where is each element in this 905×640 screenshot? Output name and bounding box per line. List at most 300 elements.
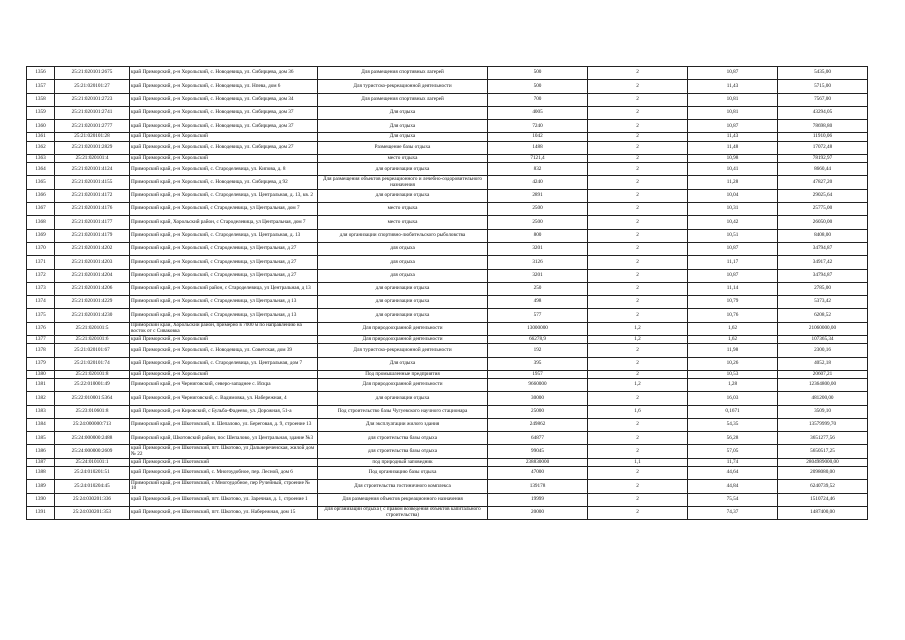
usage-cell: Размещение базы отдыха — [318, 141, 488, 154]
amount-cell: 2785,00 — [778, 282, 868, 295]
rate-cell: 10,04 — [688, 189, 778, 202]
cadastral-number-cell: 25:24:030201:353 — [55, 506, 130, 519]
table-row — [27, 296, 868, 309]
usage-cell: для строительства базы отдыха — [318, 432, 488, 445]
area-cell: 395 — [488, 357, 588, 370]
cadastral-number-cell: 25:21:020101:4206 — [55, 282, 130, 295]
address-cell: Приморский край, р-н Хорольский район, с Староделевица, ул Центральная, д 13 — [130, 282, 318, 295]
usage-cell: Для отдыха — [318, 133, 488, 141]
address-cell: край Приморский, р-н Шкотовский, пгт. Шкотово, ул. Заречная, д. 1, строение 1 — [130, 493, 318, 506]
row-number-cell: 1361 — [27, 133, 55, 141]
rate-cell: 10,41 — [688, 163, 778, 176]
amount-cell: 6208,52 — [778, 309, 868, 322]
usage-cell: Для природоохранной деятельности — [318, 378, 488, 391]
address-cell: Приморский край, Хорольский район, примерно в 7000 м по направлению на восток от с Сиваковка — [130, 322, 318, 335]
coefficient-cell: 2 — [588, 480, 688, 493]
row-number-cell: 1385 — [27, 432, 55, 445]
table-row — [27, 480, 868, 493]
area-cell: 7240 — [488, 120, 588, 133]
row-number-cell: 1358 — [27, 93, 55, 106]
coefficient-cell: 2 — [588, 269, 688, 282]
rate-cell: 44,84 — [688, 480, 778, 493]
usage-cell: Для отдыха — [318, 106, 488, 119]
address-cell: Приморский край, р-н Хорольский, с Староделевица, ул Центральная, д 13 — [130, 296, 318, 309]
amount-cell: 7567,00 — [778, 93, 868, 106]
amount-cell: 34794,87 — [778, 269, 868, 282]
usage-cell: для отдыха — [318, 242, 488, 255]
area-cell: 1488 — [488, 141, 588, 154]
rate-cell: 57,05 — [688, 445, 778, 458]
rate-cell: 10,51 — [688, 229, 778, 242]
cadastral-number-cell: 25:21:020101:4 — [55, 154, 130, 162]
amount-cell: 4052,18 — [778, 357, 868, 370]
address-cell: Приморский край, р-н Шкотовский, с Многоудобное, пер Ручейный, строение № 10 — [130, 480, 318, 493]
row-number-cell: 1377 — [27, 336, 55, 344]
amount-cell: 2300,16 — [778, 344, 868, 357]
rate-cell: 11,43 — [688, 80, 778, 93]
rate-cell: 1,62 — [688, 336, 778, 344]
amount-cell: 78192,97 — [778, 154, 868, 162]
cadastral-number-cell: 25:21:020101:4176 — [55, 203, 130, 216]
cadastral-number-cell: 25:23:010601:8 — [55, 405, 130, 418]
address-cell: Приморский край, р-н Хорольский, с. Староделевица, ул. Центральная, д. 13, кв. 2 — [130, 189, 318, 202]
row-number-cell: 1368 — [27, 216, 55, 229]
cadastral-number-cell: 25:24:010101:1 — [55, 458, 130, 466]
table-row — [27, 242, 868, 255]
coefficient-cell: 2 — [588, 154, 688, 162]
address-cell: край Приморский, р-н Хорольский, с. Новодевица, ул. Советская, дом 39 — [130, 344, 318, 357]
cadastral-number-cell: 25:21:020101:2829 — [55, 141, 130, 154]
usage-cell: для организации отдыха — [318, 309, 488, 322]
table-row — [27, 120, 868, 133]
coefficient-cell: 2 — [588, 133, 688, 141]
row-number-cell: 1380 — [27, 370, 55, 378]
usage-cell: для отдыха — [318, 269, 488, 282]
cadastral-number-cell: 25:22:010001:5364 — [55, 392, 130, 405]
cadastral-number-cell: 25:21:020101:5 — [55, 322, 130, 335]
row-number-cell: 1376 — [27, 322, 55, 335]
row-number-cell: 1382 — [27, 392, 55, 405]
usage-cell: для отдыха — [318, 256, 488, 269]
cadastral-number-cell: 25:21:020101:74 — [55, 357, 130, 370]
usage-cell: Под строительство базы Чугуевского научного стационара — [318, 405, 488, 418]
amount-cell: 8408,00 — [778, 229, 868, 242]
coefficient-cell: 2 — [588, 466, 688, 479]
area-cell: 1957 — [488, 370, 588, 378]
amount-cell: 8660,44 — [778, 163, 868, 176]
area-cell: 139178 — [488, 480, 588, 493]
amount-cell: 78698,80 — [778, 120, 868, 133]
area-cell: 498 — [488, 296, 588, 309]
table-row — [27, 392, 868, 405]
rate-cell: 1,28 — [688, 378, 778, 391]
usage-cell: Для отдыха — [318, 120, 488, 133]
coefficient-cell: 2 — [588, 163, 688, 176]
area-cell: 66278,9 — [488, 336, 588, 344]
table-row — [27, 466, 868, 479]
amount-cell: 2098080,00 — [778, 466, 868, 479]
area-cell: 4005 — [488, 106, 588, 119]
rate-cell: 56,28 — [688, 432, 778, 445]
row-number-cell: 1366 — [27, 189, 55, 202]
amount-cell: 29025,64 — [778, 189, 868, 202]
area-cell: 47000 — [488, 466, 588, 479]
row-number-cell: 1381 — [27, 378, 55, 391]
cadastral-number-cell: 25:21:020101:4229 — [55, 296, 130, 309]
row-number-cell: 1387 — [27, 458, 55, 466]
row-number-cell: 1372 — [27, 269, 55, 282]
address-cell: край Приморский, р-н Хорольский — [130, 154, 318, 162]
rate-cell: 10,79 — [688, 296, 778, 309]
row-number-cell: 1390 — [27, 493, 55, 506]
area-cell: 30000 — [488, 392, 588, 405]
rate-cell: 10,87 — [688, 269, 778, 282]
usage-cell: Для туристско-рекреационной деятельности — [318, 80, 488, 93]
amount-cell: 21060000,00 — [778, 322, 868, 335]
cadastral-number-cell: 25:21:020101:2741 — [55, 106, 130, 119]
coefficient-cell: 1,2 — [588, 378, 688, 391]
table-row — [27, 309, 868, 322]
usage-cell: место отдыха — [318, 216, 488, 229]
row-number-cell: 1389 — [27, 480, 55, 493]
row-number-cell: 1357 — [27, 80, 55, 93]
coefficient-cell: 2 — [588, 282, 688, 295]
table-row — [27, 141, 868, 154]
address-cell: край Приморский, р-н Шкотовский, пгт. Шкотово, ул Дальнереченская, жилой дом № 22 — [130, 445, 318, 458]
usage-cell: Под организацию базы отдыха — [318, 466, 488, 479]
coefficient-cell: 2 — [588, 203, 688, 216]
rate-cell: 11,98 — [688, 344, 778, 357]
area-cell: 20000 — [488, 506, 588, 519]
address-cell: край Приморский, р-н Черниговский, с. Вадимовка, ул. Набережная, 4 — [130, 392, 318, 405]
address-cell: край Приморский, р-н Кировский, с Бульба-Фадеево, ул. Дорожная, 51-а — [130, 405, 318, 418]
area-cell: 577 — [488, 309, 588, 322]
row-number-cell: 1359 — [27, 106, 55, 119]
usage-cell: Для размещения объектов рекреационного назначения — [318, 493, 488, 506]
amount-cell: 2804989000,00 — [778, 458, 868, 466]
row-number-cell: 1384 — [27, 418, 55, 431]
coefficient-cell: 2 — [588, 493, 688, 506]
row-number-cell: 1374 — [27, 296, 55, 309]
amount-cell: 20607,21 — [778, 370, 868, 378]
coefficient-cell: 2 — [588, 296, 688, 309]
rate-cell: 11,28 — [688, 176, 778, 189]
address-cell: Приморский край, р-н Хорольский, с. Староделевица, ул. Кипова, д. 8 — [130, 163, 318, 176]
address-cell: Приморский край, Шкотовский район, пос Шепалово, ул Центральная, здание №3 — [130, 432, 318, 445]
rate-cell: 10,87 — [688, 67, 778, 80]
usage-cell: Для размещения спортивных лагерей — [318, 67, 488, 80]
address-cell: Приморский край, Хорольский район, с Староделевица, ул Центральная, дом 7 — [130, 216, 318, 229]
table-row — [27, 378, 868, 391]
rate-cell: 16,03 — [688, 392, 778, 405]
cadastral-number-cell: 25:21:020101:4177 — [55, 216, 130, 229]
area-cell: 2891 — [488, 189, 588, 202]
area-cell: 25000 — [488, 405, 588, 418]
cadastral-number-cell: 25:21:020101:28 — [55, 133, 130, 141]
rate-cell: 11,74 — [688, 458, 778, 466]
table-row — [27, 418, 868, 431]
amount-cell: 1487400,00 — [778, 506, 868, 519]
cadastral-number-cell: 25:21:020101:4124 — [55, 163, 130, 176]
rate-cell: 75,54 — [688, 493, 778, 506]
table-row — [27, 163, 868, 176]
amount-cell: 25775,00 — [778, 203, 868, 216]
address-cell: край Приморский, р-н Хорольский — [130, 370, 318, 378]
address-cell: край Приморский, р-н Шкотовский — [130, 458, 318, 466]
table-row — [27, 67, 868, 80]
usage-cell: для организации спортивно-любительского рыболовства — [318, 229, 488, 242]
row-number-cell: 1365 — [27, 176, 55, 189]
rate-cell: 10,31 — [688, 203, 778, 216]
area-cell: 19999 — [488, 493, 588, 506]
rate-cell: 11,14 — [688, 282, 778, 295]
address-cell: край Приморский, р-н Хорольский, с. Новодевица, ул. Сибирцева, дом 37 — [130, 120, 318, 133]
coefficient-cell: 2 — [588, 418, 688, 431]
coefficient-cell: 2 — [588, 392, 688, 405]
address-cell: край Приморский, р-н Хорольский, с. Новодевица, ул. Нпева, дом 6 — [130, 80, 318, 93]
amount-cell: 5715,00 — [778, 80, 868, 93]
rate-cell: 11,43 — [688, 133, 778, 141]
rate-cell: 1,62 — [688, 322, 778, 335]
usage-cell: место отдыха — [318, 154, 488, 162]
row-number-cell: 1369 — [27, 229, 55, 242]
table-row — [27, 203, 868, 216]
cadastral-number-cell: 25:22:010001:49 — [55, 378, 130, 391]
area-cell: 800 — [488, 229, 588, 242]
amount-cell: 47827,20 — [778, 176, 868, 189]
row-number-cell: 1362 — [27, 141, 55, 154]
rate-cell: 10,53 — [688, 370, 778, 378]
coefficient-cell: 2 — [588, 67, 688, 80]
coefficient-cell: 2 — [588, 370, 688, 378]
row-number-cell: 1370 — [27, 242, 55, 255]
table-row — [27, 216, 868, 229]
row-number-cell: 1375 — [27, 309, 55, 322]
row-number-cell: 1388 — [27, 466, 55, 479]
usage-cell: для организации отдыха — [318, 163, 488, 176]
address-cell: Приморский край, р-н Хорольский, с Староделевица, ул Центральная, дом 7 — [130, 203, 318, 216]
address-cell: Приморский край, р-н Шкотовский, п. Шепалово, ул. Береговая, д. 9, строение 13 — [130, 418, 318, 431]
amount-cell: 5373,42 — [778, 296, 868, 309]
coefficient-cell: 2 — [588, 242, 688, 255]
area-cell: 4240 — [488, 176, 588, 189]
address-cell: край Приморский, р-н Хорольский, с. Новодевица, ул. Сибирцева, дом 37 — [130, 106, 318, 119]
area-cell: 99045 — [488, 445, 588, 458]
table-row — [27, 269, 868, 282]
rate-cell: 10,98 — [688, 154, 778, 162]
coefficient-cell: 2 — [588, 189, 688, 202]
coefficient-cell: 2 — [588, 229, 688, 242]
rate-cell: 54,35 — [688, 418, 778, 431]
rate-cell: 10,42 — [688, 216, 778, 229]
row-number-cell: 1367 — [27, 203, 55, 216]
amount-cell: 13579999,70 — [778, 418, 868, 431]
amount-cell: 481200,00 — [778, 392, 868, 405]
usage-cell: Для строительства гостиничного комплекса — [318, 480, 488, 493]
table-row — [27, 370, 868, 378]
amount-cell: 17072,48 — [778, 141, 868, 154]
table-row — [27, 256, 868, 269]
area-cell: 500 — [488, 67, 588, 80]
cadastral-number-cell: 25:21:020101:4203 — [55, 256, 130, 269]
rate-cell: 0,1671 — [688, 405, 778, 418]
rate-cell: 10,87 — [688, 242, 778, 255]
row-number-cell: 1386 — [27, 445, 55, 458]
table-row — [27, 344, 868, 357]
rate-cell: 44,64 — [688, 466, 778, 479]
coefficient-cell: 2 — [588, 80, 688, 93]
rate-cell: 11,48 — [688, 141, 778, 154]
cadastral-number-cell: 25:24:010204:45 — [55, 480, 130, 493]
usage-cell: Для размещения объектов рекреационного и лечебно-оздоровительного назначения — [318, 176, 488, 189]
table-row — [27, 189, 868, 202]
cadastral-number-cell: 25:21:020101:4155 — [55, 176, 130, 189]
table-row — [27, 506, 868, 519]
rate-cell: 10,81 — [688, 93, 778, 106]
usage-cell: Для эксплуатации жилого здания — [318, 418, 488, 431]
coefficient-cell: 2 — [588, 506, 688, 519]
table-row — [27, 405, 868, 418]
table-row — [27, 458, 868, 466]
rate-cell: 10,26 — [688, 357, 778, 370]
row-number-cell: 1391 — [27, 506, 55, 519]
coefficient-cell: 1,6 — [588, 405, 688, 418]
address-cell: край Приморский, р-н Хорольский, с. Новодевица, ул. Сибирцева, дом 34 — [130, 93, 318, 106]
usage-cell: Для отдыха — [318, 357, 488, 370]
amount-cell: 43294,05 — [778, 106, 868, 119]
amount-cell: 11910,06 — [778, 133, 868, 141]
cadastral-number-cell: 25:21:020101:2777 — [55, 120, 130, 133]
area-cell: 192 — [488, 344, 588, 357]
table-row — [27, 176, 868, 189]
area-cell: 250 — [488, 282, 588, 295]
address-cell: Приморский край, р-н Хорольский, с Староделевица, ул Центральная, д 13 — [130, 309, 318, 322]
coefficient-cell: 2 — [588, 93, 688, 106]
area-cell: 64877 — [488, 432, 588, 445]
row-number-cell: 1360 — [27, 120, 55, 133]
usage-cell: Для организации отдыха ( с правом возведения объектов капитального строительства) — [318, 506, 488, 519]
usage-cell: для организации отдыха — [318, 296, 488, 309]
cadastral-number-cell: 25:24:000000:2609 — [55, 445, 130, 458]
cadastral-number-cell: 25:21:020101:4204 — [55, 269, 130, 282]
amount-cell: 5650517,25 — [778, 445, 868, 458]
table-body — [27, 67, 868, 520]
usage-cell: для организации отдыха — [318, 282, 488, 295]
cadastral-number-cell: 25:24:000000:713 — [55, 418, 130, 431]
coefficient-cell: 2 — [588, 309, 688, 322]
amount-cell: 1510724,46 — [778, 493, 868, 506]
amount-cell: 107365,34 — [778, 336, 868, 344]
cadastral-number-cell: 25:24:000000:2488 — [55, 432, 130, 445]
cadastral-number-cell: 25:24:010201:51 — [55, 466, 130, 479]
cadastral-number-cell: 25:21:020101:4230 — [55, 309, 130, 322]
table-row — [27, 80, 868, 93]
usage-cell: Для природоохранной деятельности — [318, 336, 488, 344]
address-cell: край Приморский, р-н Хорольский — [130, 336, 318, 344]
area-cell: 832 — [488, 163, 588, 176]
address-cell: Приморский край, р-н Черниговский, северо-западнее с. Искра — [130, 378, 318, 391]
usage-cell: место отдыха — [318, 203, 488, 216]
coefficient-cell: 2 — [588, 445, 688, 458]
usage-cell: Для туристско-рекреационной деятельности — [318, 344, 488, 357]
row-number-cell: 1356 — [27, 67, 55, 80]
coefficient-cell: 2 — [588, 106, 688, 119]
usage-cell: для организации отдыха — [318, 392, 488, 405]
row-number-cell: 1364 — [27, 163, 55, 176]
address-cell: Приморский край, р-н Хорольский, с. Новодевица, ул. Сибирцева, д 92 — [130, 176, 318, 189]
address-cell: Приморский край, р-н Хорольский, с. Староделевица, ул. Центральная, д. 13 — [130, 229, 318, 242]
cadastral-number-cell: 25:24:030201:336 — [55, 493, 130, 506]
table-row — [27, 282, 868, 295]
table-row — [27, 229, 868, 242]
table-row — [27, 432, 868, 445]
cadastral-number-cell: 25:21:020101:4179 — [55, 229, 130, 242]
amount-cell: 6240739,52 — [778, 480, 868, 493]
amount-cell: 34794,87 — [778, 242, 868, 255]
address-cell: край Приморский, р-н Шкотовский, с. Многоудобное, пер. Лесной, дом 6 — [130, 466, 318, 479]
amount-cell: 3651277,56 — [778, 432, 868, 445]
area-cell: 7121,4 — [488, 154, 588, 162]
coefficient-cell: 2 — [588, 432, 688, 445]
cadastral-number-cell: 25:21:020101:2723 — [55, 93, 130, 106]
area-cell: 3201 — [488, 242, 588, 255]
coefficient-cell: 2 — [588, 216, 688, 229]
address-cell: край Приморский, р-н Шкотовский, пгт. Шкотово, ул. Набережная, дом 15 — [130, 506, 318, 519]
usage-cell: Для природоохранной деятельности — [318, 322, 488, 335]
usage-cell: Для размещения спортивных лагерей — [318, 93, 488, 106]
cadastral-number-cell: 25:21:020101:67 — [55, 344, 130, 357]
coefficient-cell: 2 — [588, 120, 688, 133]
coefficient-cell: 2 — [588, 176, 688, 189]
rate-cell: 74,37 — [688, 506, 778, 519]
usage-cell: под природный заповедник — [318, 458, 488, 466]
address-cell: край Приморский, р-н Хорольский — [130, 133, 318, 141]
area-cell: 2500 — [488, 216, 588, 229]
address-cell: Приморский край, р-н Хорольский, с Староделевица, ул Центральная, д 27 — [130, 242, 318, 255]
cadastral-number-cell: 25:21:020101:4172 — [55, 189, 130, 202]
area-cell: 9660000 — [488, 378, 588, 391]
coefficient-cell: 2 — [588, 256, 688, 269]
table-row — [27, 93, 868, 106]
area-cell: 1042 — [488, 133, 588, 141]
cadastral-number-cell: 25:21:020101:27 — [55, 80, 130, 93]
address-cell: край Приморский, р-н Хорольский, с. Новодевица, ул. Сибирцева, дом 36 — [130, 67, 318, 80]
area-cell: 2500 — [488, 203, 588, 216]
address-cell: Приморский край, р-н Хорольский, с Староделевица, ул Центральная, д 27 — [130, 256, 318, 269]
coefficient-cell: 2 — [588, 357, 688, 370]
area-cell: 3201 — [488, 269, 588, 282]
table-row — [27, 357, 868, 370]
amount-cell: 26050,00 — [778, 216, 868, 229]
row-number-cell: 1363 — [27, 154, 55, 162]
row-number-cell: 1379 — [27, 357, 55, 370]
usage-cell: для строительства базы отдыха — [318, 445, 488, 458]
cadastral-number-cell: 25:21:020101:2675 — [55, 67, 130, 80]
rate-cell: 10,87 — [688, 120, 778, 133]
row-number-cell: 1378 — [27, 344, 55, 357]
row-number-cell: 1373 — [27, 282, 55, 295]
address-cell: край Приморский, р-н Хорольский, с. Новодевица, ул. Сибирцева, дом 27 — [130, 141, 318, 154]
row-number-cell: 1383 — [27, 405, 55, 418]
usage-cell: Под промышленные предприятия — [318, 370, 488, 378]
table-row — [27, 493, 868, 506]
rate-cell: 10,76 — [688, 309, 778, 322]
amount-cell: 12364800,00 — [778, 378, 868, 391]
rate-cell: 11,17 — [688, 256, 778, 269]
table-row — [27, 106, 868, 119]
table-row — [27, 133, 868, 141]
area-cell: 249862 — [488, 418, 588, 431]
